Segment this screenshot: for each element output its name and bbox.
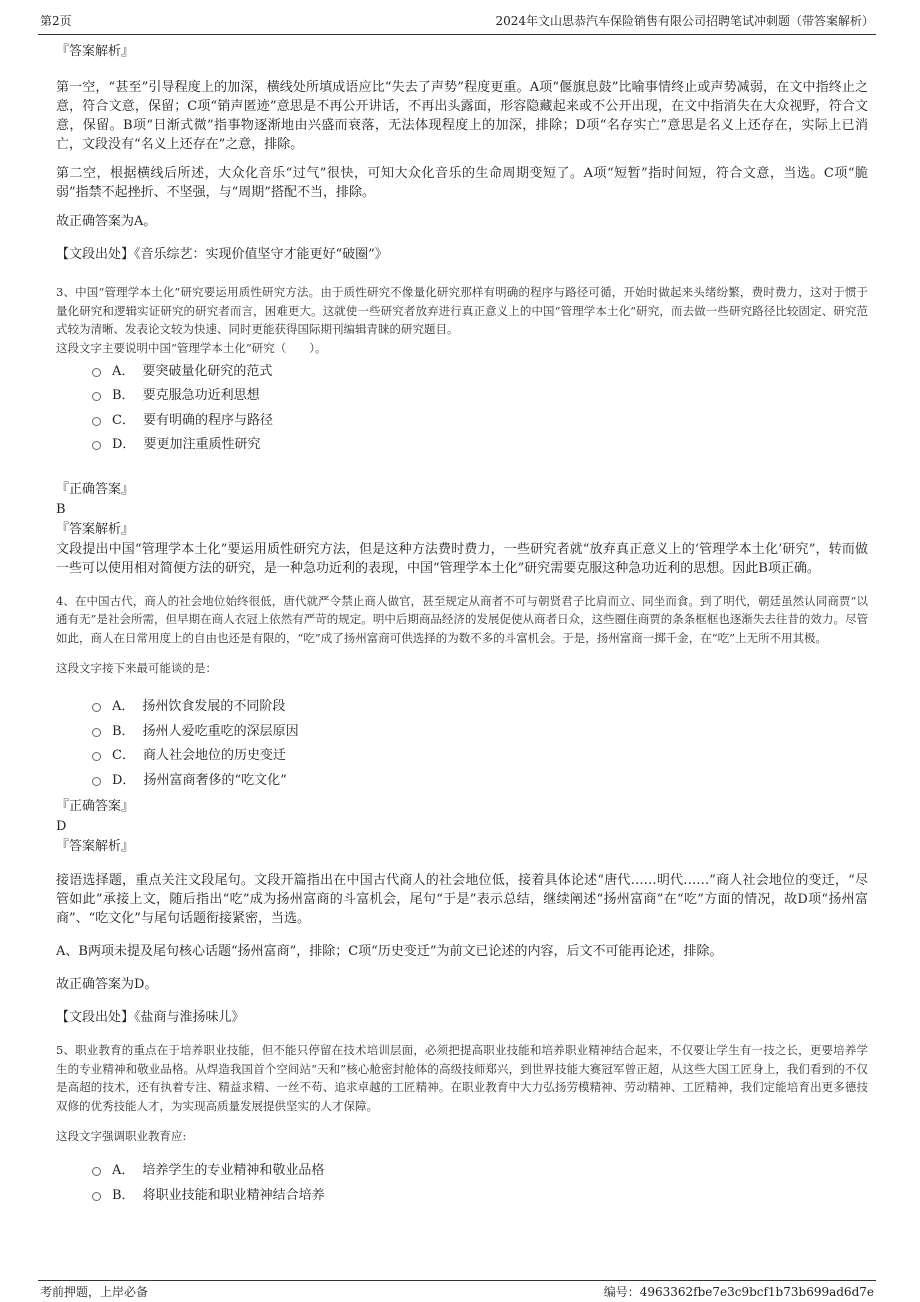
option-letter: B． [112,723,135,739]
q4-option-d[interactable] [56,769,868,794]
q3-option-d[interactable] [56,433,868,458]
q5-options [56,1159,868,1208]
option-text: 要克服急功近利思想 [142,388,260,403]
q3-analysis-label: 『答案解析』 [56,521,135,537]
option-letter: B． [112,1187,135,1203]
page-number: 第2页 [40,14,72,28]
q2-analysis-paragraph-2: 第二空，根据横线后所述，大众化音乐“过气”很快，可知大众化音乐的生命周期变短了。A项“短暂”指时间短，符合文意，当选。C项“脆弱”指禁不起挫折、不坚强，与“周期”搭配不当，排除。 [56,166,868,200]
q4-option-c[interactable] [56,744,868,769]
q3-passage: 3、中国“管理学本土化”研究要运用质性研究方法。由于质性研究不像量化研究那样有明确的程序与路径可循，开始时做起来头绪纷繁，费时费力，这对于惯于量化研究和逻辑实证研究的研究者而言，困难更大。这就使一些研究者放弃进行真正意义上的中国“管理学本土化”研究，而去做一些研究路径比较固定、研究范式较为清晰、发表论文较为快速、同时更能获得国际期刊编辑青睐的研究题目。 [56,285,868,336]
q4-options [56,695,868,793]
q4-analysis-paragraph-1: 接语选择题，重点关注文段尾句。文段开篇指出在中国古代商人的社会地位低，接着具体论述“唐代……明代……”商人社会地位的变迁，“尽管如此”承接上文，随后指出“吃”成为扬州富商的斗富机会，尾句“于是”表示总结，继续阐述“扬州富商”在“吃”方面的情况，故D项“扬州富商”、“吃文化”与尾句话题衔接紧密，当选。 [56,873,868,926]
option-letter: B． [112,388,135,403]
q4-analysis-label: 『答案解析』 [56,839,135,854]
q3-correct-answer: B [56,501,66,517]
radio-button-icon[interactable] [92,728,101,737]
document-title: 2024年文山思恭汽车保险销售有限公司招聘笔试冲刺题（带答案解析） [495,14,874,28]
option-text: 培养学生的专业精神和敬业品格 [142,1163,325,1178]
option-letter: D． [112,437,136,452]
option-text: 将职业技能和职业精神结合培养 [142,1187,325,1203]
option-letter: A． [112,1163,135,1178]
radio-button-icon[interactable] [92,441,101,450]
document-id: 编号：4963362fbe7e3c9bcf1b73b699ad6d7e [603,1285,874,1299]
q4-option-b[interactable] [56,720,868,745]
q3-option-a[interactable] [56,360,868,385]
q3-correct-label: 『正确答案』 [56,481,135,497]
option-letter: A． [112,363,135,379]
q5-option-a[interactable] [56,1159,868,1184]
option-letter: C． [112,412,135,428]
q3-stem: 这段文字主要说明中国“管理学本土化”研究（ ）。 [56,340,327,355]
q5-option-b[interactable] [56,1184,868,1209]
radio-button-icon[interactable] [92,417,101,426]
q3-option-b[interactable] [56,384,868,409]
q2-source: 【文段出处】《音乐综艺：实现价值坚守才能更好“破圈”》 [56,247,388,262]
q4-conclusion: 故正确答案为D。 [56,977,158,992]
radio-button-icon[interactable] [92,752,101,761]
radio-button-icon[interactable] [92,368,101,377]
page-header [38,0,876,35]
q4-option-a[interactable] [56,695,868,720]
q4-source: 【文段出处】《盐商与淮扬味儿》 [56,1010,245,1025]
option-text: 商人社会地位的历史变迁 [142,748,286,763]
q3-options [56,360,868,458]
option-text: 要突破量化研究的范式 [142,363,273,379]
option-text: 要有明确的程序与路径 [142,412,273,428]
q3-option-c[interactable] [56,409,868,434]
option-text: 扬州富商奢侈的“吃文化” [143,772,287,788]
radio-button-icon[interactable] [92,703,101,712]
radio-button-icon[interactable] [92,392,101,401]
radio-button-icon[interactable] [92,1192,101,1201]
radio-button-icon[interactable] [92,777,101,786]
q4-analysis-paragraph-2: A、B两项未提及尾句核心话题“扬州富商”，排除；C项“历史变迁”为前文已论述的内容，后文不可能再论述，排除。 [56,944,723,959]
q5-stem: 这段文字强调职业教育应: [56,1129,187,1143]
option-letter: C． [112,748,135,763]
option-letter: A． [112,699,135,714]
q2-conclusion: 故正确答案为A。 [56,214,157,229]
q3-analysis: 文段提出中国“管理学本土化”要运用质性研究方法，但是这种方法费时费力，一些研究者就“放弃真正意义上的‘管理学本土化’研究”，转而做一些可以使用相对简便方法的研究，是一种急功近利的表现，中国“管理学本土化”研究需要克服这种急功近利的思想。因此B项正确。 [56,541,868,576]
radio-button-icon[interactable] [92,1167,101,1176]
option-text: 要更加注重质性研究 [143,437,261,452]
option-letter: D． [112,772,136,788]
q2-analysis-label: 『答案解析』 [56,44,135,59]
q4-passage: 4、在中国古代，商人的社会地位始终很低，唐代就严令禁止商人做官，甚至规定从商者不可与朝贤君子比肩而立、同坐而食。到了明代，朝廷虽然认同商贾“以通有无”是社会所需，但早期在商人衣冠上依然有严苛的规定。明中后期商品经济的发展促使从商者日众，这些圈住商贾的条条框框也逐渐失去往昔的效力。尽管如此，商人在日常用度上的自由也还是有限的，“吃”成了扬州富商可供选择的为数不多的斗富机会。于是，扬州富商一掷千金，在“吃”上无所不用其极。 [56,593,868,645]
q4-correct-answer: D [56,819,67,834]
option-text: 扬州饮食发展的不同阶段 [142,699,286,714]
q2-analysis-paragraph-1: 第一空，“甚至”引导程度上的加深，横线处所填成语应比“失去了声势”程度更重。A项“偃旗息鼓”比喻事情终止或声势减弱，在文中指终止之意，符合文意，保留；C项“销声匿迹”意思是不再公开讲话，不再出头露面，形容隐藏起来或不公开出现，在文中指消失在大众视野，符合文意，保留。B项“日渐式微”指事物逐渐地由兴盛而衰落，无法体现程度上的加深，排除；D项“名存实亡”意思是名义上还存在，实际上已消亡，文段没有“名义上还存在”之意，排除。 [56,80,868,152]
document-body [56,42,868,1208]
footer-slogan: 考前押题，上岸必备 [40,1285,149,1299]
q5-passage: 5、职业教育的重点在于培养职业技能，但不能只停留在技术培训层面，必须把提高职业技能和培养职业精神结合起来，不仅要让学生有一技之长，更要培养学生的专业精神和敬业品格。从焊造我国首个空间站“天和”核心舱密封舱体的高级技师郑兴，到世界技能大赛冠军曾正超，从这些大国工匠身上，我们看到的不仅是高超的技术，还有执着专注、精益求精、一丝不苟、追求卓越的工匠精神。在职业教育中大力弘扬劳模精神、劳动精神、工匠精神，我们定能培育出更多德技双修的优秀技能人才，为实现高质量发展提供坚实的人才保障。 [56,1043,868,1113]
q4-correct-label: 『正确答案』 [56,799,135,814]
page-footer [38,1280,876,1299]
q4-stem: 这段文字接下来最可能谈的是： [56,661,217,675]
option-text: 扬州人爱吃重吃的深层原因 [142,723,299,739]
